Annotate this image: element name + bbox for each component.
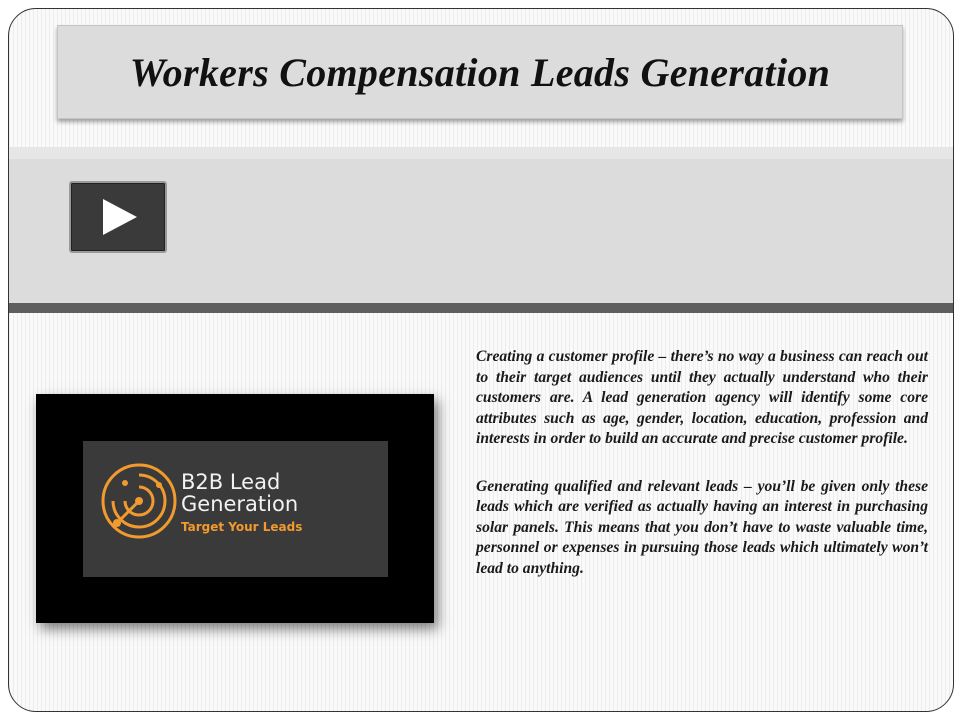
logo-panel [83, 441, 388, 577]
paragraph-qualified-leads: Generating qualified and relevant leads – you’ll be given only these leads which are verified as actually having an interest in purchasing solar panels. This means that you don’t have to waste valuable time, personnel or expenses in pursuing those leads which ultimately won’t lead to anything. [476, 477, 928, 577]
logo-wordmark [181, 471, 298, 515]
title-box [57, 25, 903, 119]
play-icon [101, 197, 139, 237]
body-text [476, 347, 928, 579]
logo-line-1: B2B Lead [181, 470, 281, 494]
logo-tagline: Target Your Leads [181, 520, 303, 534]
band-divider [9, 303, 953, 313]
page-title: Workers Compensation Leads Generation [129, 49, 831, 95]
paragraph-customer-profile: Creating a customer profile – there’s no way a business can reach out to their target audiences until they actually understand who their customers are. A lead generation agency will identify some core attributes such as age, gender, location, education, profession and interests in order to build an accurate and precise customer profile. [476, 348, 928, 447]
video-band [9, 147, 953, 313]
play-button[interactable] [69, 181, 167, 253]
slide [8, 8, 954, 712]
video-thumbnail[interactable] [36, 394, 434, 623]
logo-line-2: Generation [181, 492, 299, 516]
radar-target-icon [99, 461, 179, 541]
band-top-line [9, 147, 953, 159]
